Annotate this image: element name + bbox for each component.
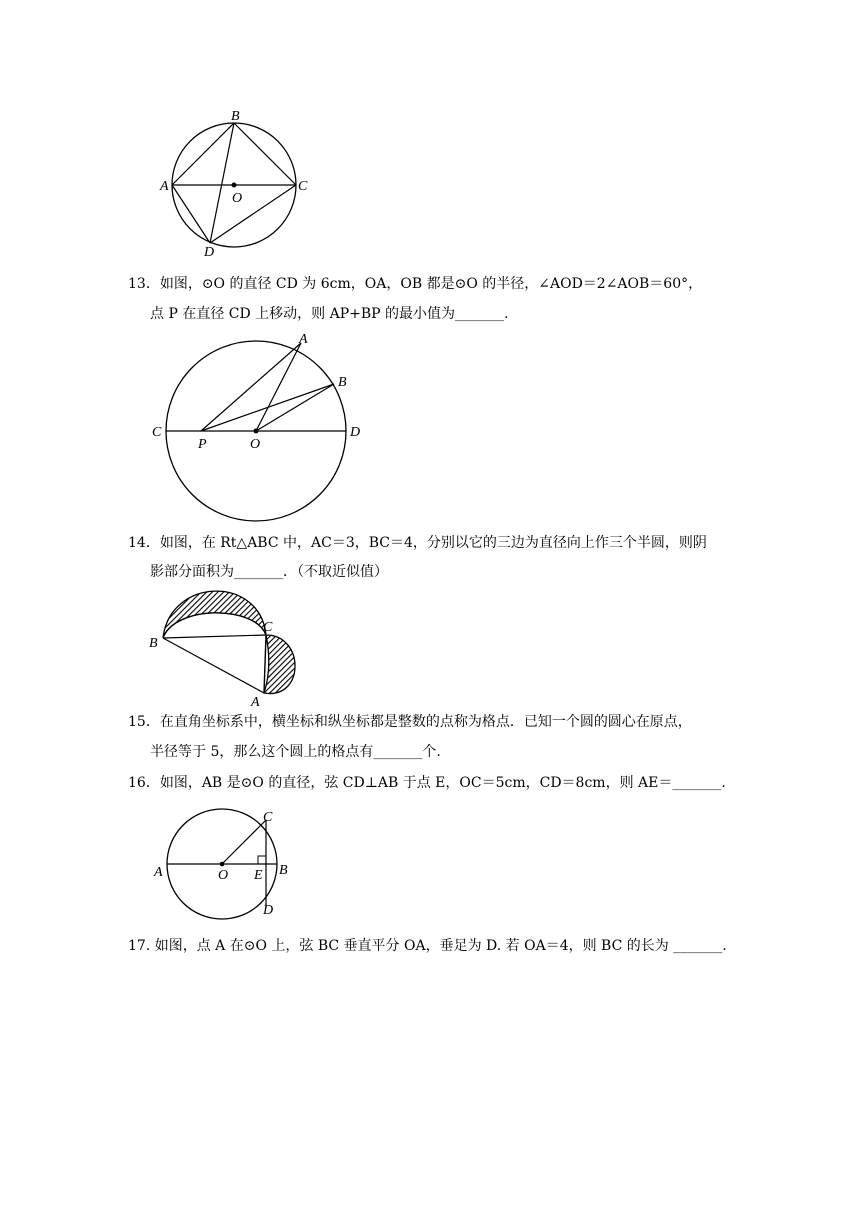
q14-line2: 影部分面积为_______．（不取近似值）	[150, 564, 388, 580]
q17-line1: 17. 如图，点 A 在⊙O 上，弦 BC 垂直平分 OA，垂足为 D. 若 OA＝4，则 BC 的长为 _______.	[128, 938, 727, 954]
label-C: C	[263, 810, 273, 825]
figure-q16	[150, 806, 300, 926]
label-C: C	[152, 425, 162, 440]
label-A: A	[299, 332, 308, 347]
label-A: A	[154, 865, 163, 880]
circle-diagram-q12	[148, 100, 318, 265]
label-O: O	[218, 868, 229, 883]
q13-line2: 点 P 在直径 CD 上移动，则 AP+BP 的最小值为_______.	[150, 306, 509, 322]
label-D: D	[263, 903, 274, 918]
circle-diagram-q13	[148, 330, 368, 525]
circle-diagram-q16	[150, 806, 300, 926]
label-B: B	[279, 863, 288, 878]
label-C: C	[298, 179, 308, 194]
figure-q12	[148, 100, 318, 265]
label-D: D	[350, 425, 361, 440]
semicircle-diagram-q14	[145, 585, 305, 710]
label-O: O	[232, 191, 243, 206]
label-D: D	[204, 245, 215, 260]
label-P: P	[198, 437, 207, 452]
label-E: E	[254, 868, 263, 883]
q13-line1: 13．如图，⊙O 的直径 CD 为 6cm，OA，OB 都是⊙O 的半径，∠AOD＝2∠AOB＝60°，	[128, 276, 703, 292]
label-B: B	[149, 636, 158, 651]
q14-line1: 14．如图，在 Rt△ABC 中，AC＝3，BC＝4，分别以它的三边为直径向上作三个半圆，则阴	[128, 535, 707, 551]
label-B: B	[338, 375, 347, 390]
label-A: A	[251, 695, 260, 710]
label-C: C	[263, 620, 273, 635]
q15-line1: 15．在直角坐标系中，横坐标和纵坐标都是整数的点称为格点．已知一个圆的圆心在原点，	[128, 714, 692, 730]
label-A: A	[160, 179, 169, 194]
q16-line1: 16．如图，AB 是⊙O 的直径，弦 CD⊥AB 于点 E，OC＝5cm，CD＝8cm，则 AE＝_______.	[128, 775, 726, 791]
label-O: O	[250, 437, 261, 452]
q15-line2: 半径等于 5，那么这个圆上的格点有_______个.	[150, 744, 441, 760]
label-B: B	[231, 109, 240, 124]
figure-q14	[145, 585, 305, 710]
figure-q13	[148, 330, 368, 525]
